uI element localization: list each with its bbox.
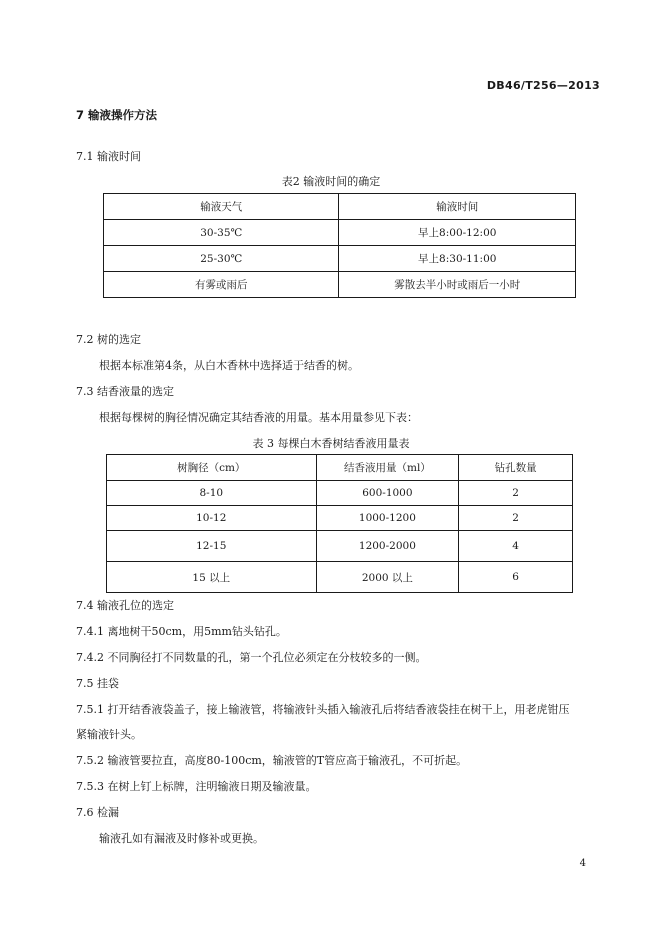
table-row — [107, 562, 573, 593]
table-row — [107, 531, 573, 562]
paragraph-7-6: 输液孔如有漏液及时修补或更换。 — [99, 832, 264, 845]
table-cell: 1000-1200 — [316, 506, 459, 531]
table-cell: 15 以上 — [107, 562, 317, 593]
table-cell: 早上8:00-12:00 — [339, 220, 576, 246]
paragraph-7-3: 根据每棵树的胸径情况确定其结香液的用量。基本用量参见下表： — [99, 411, 418, 424]
table-cell: 2 — [459, 506, 573, 531]
table-cell: 有雾或雨后 — [104, 272, 339, 298]
table2-caption: 表2 输液时间的确定 — [281, 175, 381, 188]
clause-7-5-3: 7.5.3 在树上钉上标牌，注明输液日期及输液量。 — [76, 780, 317, 793]
table3 — [106, 454, 573, 593]
table-cell: 25-30℃ — [104, 246, 339, 272]
table-cell: 早上8:30-11:00 — [339, 246, 576, 272]
table-row — [104, 272, 576, 298]
table-cell: 30-35℃ — [104, 220, 339, 246]
table-cell: 1200-2000 — [316, 531, 459, 562]
table3-caption: 表 3 每棵白木香树结香液用量表 — [252, 437, 410, 450]
table2-header-cell: 输液天气 — [104, 194, 339, 220]
table-row — [107, 506, 573, 531]
clause-7-4-2: 7.4.2 不同胸径打不同数量的孔，第一个孔位必须定在分枝较多的一侧。 — [76, 651, 427, 664]
table-cell: 10-12 — [107, 506, 317, 531]
clause-7-4-1: 7.4.1 离地树干50cm，用5mm钻头钻孔。 — [76, 625, 287, 638]
heading-7-2: 7.2 树的选定 — [76, 333, 141, 346]
table-cell: 6 — [459, 562, 573, 593]
table-cell: 雾散去半小时或雨后一小时 — [339, 272, 576, 298]
heading-7-4: 7.4 输液孔位的选定 — [76, 599, 174, 612]
clause-7-5-1-line1: 7.5.1 打开结香液袋盖子，接上输液管，将输液针头插入输液孔后将结香液袋挂在树干上，用老虎钳压 — [76, 703, 570, 716]
heading-7-1: 7.1 输液时间 — [76, 150, 141, 163]
standard-code: DB46/T256—2013 — [486, 79, 600, 92]
table2 — [103, 193, 576, 298]
clause-7-5-1-line2: 紧输液针头。 — [76, 728, 142, 741]
table-cell: 600-1000 — [316, 481, 459, 506]
table3-header-cell: 钻孔数量 — [459, 455, 573, 481]
table-cell: 4 — [459, 531, 573, 562]
table-cell: 2000 以上 — [316, 562, 459, 593]
table-cell: 8-10 — [107, 481, 317, 506]
table-cell: 12-15 — [107, 531, 317, 562]
section-title: 7 输液操作方法 — [76, 108, 158, 122]
table-row — [107, 481, 573, 506]
table-row — [104, 246, 576, 272]
table2-header-cell: 输液时间 — [339, 194, 576, 220]
page-number: 4 — [579, 858, 586, 869]
paragraph-7-2: 根据本标准第4条，从白木香林中选择适于结香的树。 — [99, 359, 359, 372]
heading-7-5: 7.5 挂袋 — [76, 677, 119, 690]
table-row — [104, 220, 576, 246]
heading-7-6: 7.6 检漏 — [76, 806, 119, 819]
table3-header-row — [107, 455, 573, 481]
clause-7-5-2: 7.5.2 输液管要拉直，高度80-100cm，输液管的T管应高于输液孔，不可折起。 — [76, 754, 468, 767]
table3-header-cell: 树胸径（cm） — [107, 455, 317, 481]
table-cell: 2 — [459, 481, 573, 506]
heading-7-3: 7.3 结香液量的选定 — [76, 385, 174, 398]
table3-header-cell: 结香液用量（ml） — [316, 455, 459, 481]
table2-header-row — [104, 194, 576, 220]
